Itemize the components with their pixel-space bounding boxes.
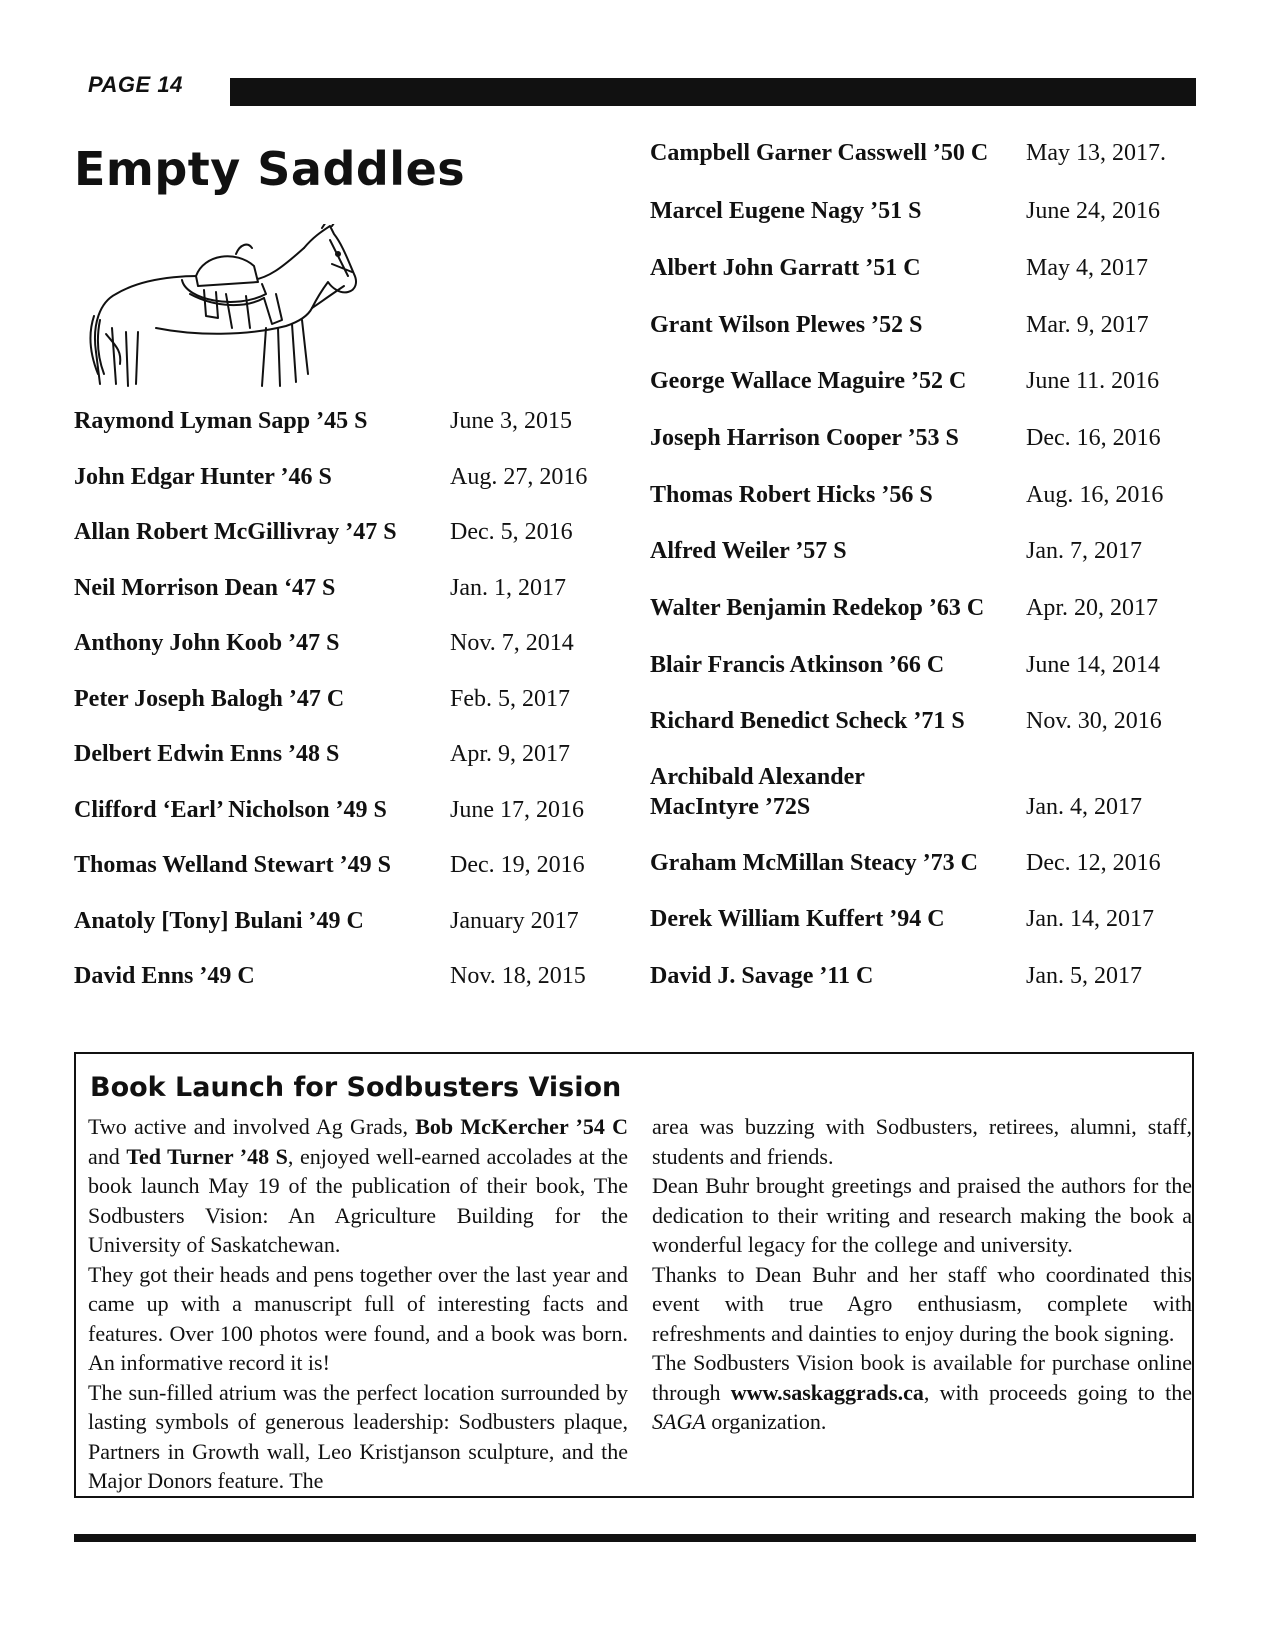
entry-date: Dec. 16, 2016 [1026, 425, 1161, 451]
article-paragraph: They got their heads and pens together over the last year and came up with a manuscript full of interesting facts and features. Over 100 photos were found, and a book was born. An informative record it is! [88, 1261, 628, 1375]
text-run: and [88, 1143, 127, 1169]
text-run: The Sodbusters Vision book is available for purchase online through [652, 1350, 1192, 1405]
entry-name: Blair Francis Atkinson ’66 C [650, 652, 945, 678]
article-paragraph: The sun-filled atrium was the perfect location surrounded by lasting symbols of generous leadership: Sodbusters plaque, Partners in Growth wall, Leo Kristjanson sculpture, and the Major Donors feature. The [88, 1379, 628, 1493]
entry-name: Anatoly [Tony] Bulani ’49 C [74, 908, 364, 934]
entry-date: Nov. 30, 2016 [1026, 708, 1162, 734]
entry-name: Joseph Harrison Cooper ’53 S [650, 425, 959, 451]
entry-date: Aug. 16, 2016 [1026, 482, 1164, 508]
entry-date: May 4, 2017 [1026, 255, 1148, 281]
entry-date: Feb. 5, 2017 [450, 686, 570, 712]
article-column-left [88, 1112, 628, 1496]
article-title: Book Launch for Sodbusters Vision [90, 1072, 622, 1103]
entry-date: June 3, 2015 [450, 408, 572, 434]
author-name: Bob McKercher ’54 C [415, 1114, 629, 1139]
entry-name: David J. Savage ’11 C [650, 963, 874, 989]
entry-name: Peter Joseph Balogh ’47 C [74, 686, 345, 712]
entry-name: Marcel Eugene Nagy ’51 S [650, 198, 922, 224]
entry-name: Graham McMillan Steacy ’73 C [650, 850, 978, 876]
entry-date: June 11. 2016 [1026, 368, 1160, 394]
article-paragraph [88, 1112, 628, 1260]
entry-name: Delbert Edwin Enns ’48 S [74, 741, 340, 767]
author-name: Ted Turner ’48 S [126, 1143, 288, 1169]
entry-name: John Edgar Hunter ’46 S [74, 464, 332, 490]
entry-date: Jan. 1, 2017 [450, 575, 566, 601]
entry-name: David Enns ’49 C [74, 963, 255, 989]
entry-date: Jan. 4, 2017 [1026, 794, 1142, 820]
entry-name: Richard Benedict Scheck ’71 S [650, 708, 965, 734]
entry-date: January 2017 [450, 908, 579, 934]
article-paragraph: Thanks to Dean Buhr and her staff who coordinated this event with true Agro enthusiasm, complete with refreshments and dainties to enjoy during the book signing. [652, 1261, 1192, 1346]
organization-name: SAGA [652, 1409, 706, 1434]
article-paragraph [652, 1348, 1192, 1437]
entry-name: Albert John Garratt ’51 C [650, 255, 921, 281]
article-paragraph: Dean Buhr brought greetings and praised the authors for the dedication to their writing and research making the book a wonderful legacy for the college and university. [652, 1173, 1192, 1257]
entry-name: Campbell Garner Casswell ’50 C [650, 140, 989, 166]
article-column-right [652, 1112, 1192, 1437]
entry-name: Derek William Kuffert ’94 C [650, 906, 945, 932]
entry-name: Raymond Lyman Sapp ’45 S [74, 408, 368, 434]
text-run: , with proceeds going to the [923, 1379, 1192, 1405]
entry-date: May 13, 2017. [1026, 140, 1166, 166]
entry-date: Apr. 9, 2017 [450, 741, 570, 767]
entry-date: Nov. 18, 2015 [450, 963, 586, 989]
entry-date: June 24, 2016 [1026, 198, 1160, 224]
header-rule [230, 78, 1196, 106]
section-title: Empty Saddles [74, 142, 466, 196]
entry-name: Neil Morrison Dean ‘47 S [74, 575, 336, 601]
entry-name: Grant Wilson Plewes ’52 S [650, 312, 923, 338]
article-box [74, 1052, 1194, 1498]
page-number-label: PAGE 14 [88, 72, 183, 97]
article-paragraph-continued: area was buzzing with Sodbusters, retirees, alumni, staff, students and friends. [652, 1114, 1192, 1169]
entry-name-line1: Archibald Alexander [650, 764, 865, 790]
entry-name: Clifford ‘Earl’ Nicholson ’49 S [74, 797, 387, 823]
entry-name: George Wallace Maguire ’52 C [650, 368, 967, 394]
text-run: Two active and involved Ag Grads, [88, 1114, 416, 1139]
entry-date: Jan. 7, 2017 [1026, 538, 1142, 564]
entry-date: Dec. 19, 2016 [450, 852, 585, 878]
entry-name-line2: MacIntyre ’72S [650, 794, 811, 820]
entry-name: Alfred Weiler ’57 S [650, 538, 847, 564]
entry-date: Apr. 20, 2017 [1026, 595, 1158, 621]
entry-date: Jan. 5, 2017 [1026, 963, 1142, 989]
website-link[interactable]: www.saskaggrads.ca [730, 1379, 924, 1405]
text-run: organization. [705, 1409, 827, 1434]
text-run: , enjoyed well-earned accolades at the book launch May 19 of the publication of their book, The Sodbusters Vision: An Agriculture Building for the University of Saskatchewan. [88, 1143, 629, 1257]
entry-name: Anthony John Koob ’47 S [74, 630, 340, 656]
entry-name: Thomas Welland Stewart ’49 S [74, 852, 391, 878]
entry-name: Allan Robert McGillivray ’47 S [74, 519, 397, 545]
horse-with-saddle-illustration [86, 224, 376, 388]
entry-date: June 14, 2014 [1026, 652, 1160, 678]
entry-date: Dec. 5, 2016 [450, 519, 573, 545]
entry-date: Dec. 12, 2016 [1026, 850, 1161, 876]
entry-date: June 17, 2016 [450, 797, 584, 823]
entry-name: Thomas Robert Hicks ’56 S [650, 482, 933, 508]
entry-name: Walter Benjamin Redekop ’63 C [650, 595, 985, 621]
entry-date: Nov. 7, 2014 [450, 630, 574, 656]
entry-date: Mar. 9, 2017 [1026, 312, 1149, 338]
entry-date: Jan. 14, 2017 [1026, 906, 1154, 932]
entry-date: Aug. 27, 2016 [450, 464, 588, 490]
footer-rule [74, 1534, 1196, 1542]
